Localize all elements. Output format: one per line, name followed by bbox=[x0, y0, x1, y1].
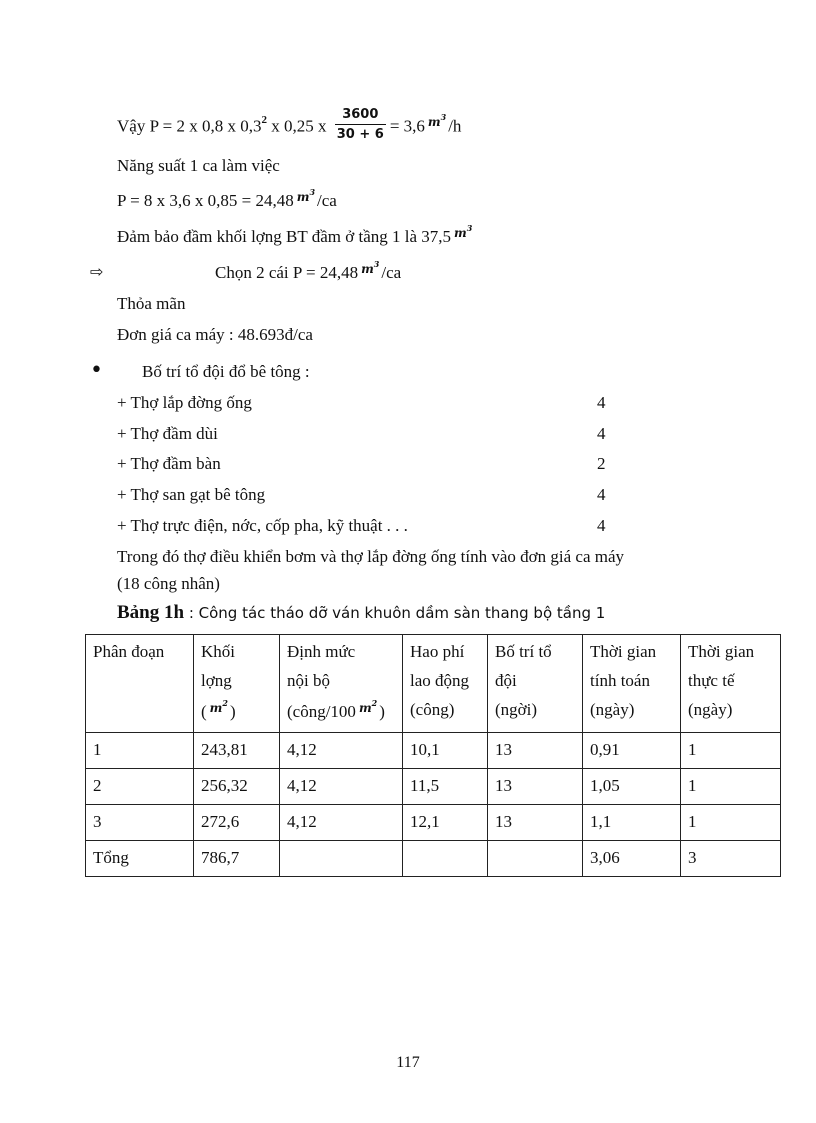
unit-m3: m3 bbox=[296, 187, 316, 204]
crew-item-count: 4 bbox=[597, 393, 606, 412]
crew-item bbox=[117, 516, 408, 536]
unit-m3: m3 bbox=[454, 223, 473, 240]
unit-m2: m2 bbox=[358, 698, 378, 715]
table-cell: 1 bbox=[681, 733, 781, 769]
table-cell: 243,81 bbox=[194, 733, 280, 769]
table-caption-text: : Công tác tháo dỡ ván khuôn dầm sàn thang bộ tầng 1 bbox=[184, 604, 606, 622]
formula-factor: x 0,25 x bbox=[266, 116, 327, 136]
p-shift-formula: P = 8 x 3,6 x 0,85 = 24,48 bbox=[117, 191, 294, 210]
crew-item-count: 2 bbox=[597, 454, 606, 473]
formula-p-line bbox=[117, 107, 462, 145]
table-cell: 1 bbox=[86, 733, 194, 769]
table-cell: 1 bbox=[681, 805, 781, 841]
crew-item-label: + Thợ lắp đờng ống bbox=[117, 393, 252, 412]
crew-item bbox=[117, 424, 218, 444]
table-cell bbox=[403, 841, 488, 877]
table-cell: 272,6 bbox=[194, 805, 280, 841]
header-thoi-gian-tinh-toan: Thời gian tính toán (ngày) bbox=[583, 635, 681, 733]
fraction bbox=[335, 107, 386, 142]
per-shift: /ca bbox=[317, 191, 337, 210]
crew-heading: Bố trí tổ đội đổ bê tông : bbox=[142, 362, 310, 381]
unit-m3: m3 bbox=[361, 259, 380, 276]
table-cell: 3 bbox=[86, 805, 194, 841]
table-row bbox=[86, 733, 781, 769]
table-cell: 1 bbox=[681, 769, 781, 805]
table-cell bbox=[488, 841, 583, 877]
table-caption-title: Bảng 1h bbox=[117, 602, 185, 623]
dam-bao-line bbox=[117, 223, 474, 247]
table-cell: 13 bbox=[488, 805, 583, 841]
dam-bao-text: Đảm bảo đầm khối lợng BT đầm ở tầng 1 là 37,5 bbox=[117, 227, 452, 246]
crew-item bbox=[117, 485, 265, 505]
header-dinh-muc: Định mức nội bộ (công/100 $^{m^2}$ ) bbox=[280, 635, 403, 733]
don-gia-line: Đơn giá ca máy : 48.693đ/ca bbox=[117, 325, 313, 344]
crew-note-line2: (18 công nhân) bbox=[117, 574, 220, 593]
bullet-icon: • bbox=[90, 358, 103, 383]
unit-m2: m2 bbox=[209, 698, 228, 715]
header-bo-tri: Bố trí tổ đội (ngời) bbox=[488, 635, 583, 733]
header-phan-doan: Phân đoạn bbox=[86, 635, 194, 733]
crew-item-label: + Thợ san gạt bê tông bbox=[117, 485, 266, 504]
crew-item-label: + Thợ đầm dùi bbox=[117, 424, 218, 443]
crew-item bbox=[117, 393, 617, 413]
table-cell: 0,91 bbox=[583, 733, 681, 769]
table-cell: 3 bbox=[681, 841, 781, 877]
table-cell: 3,06 bbox=[583, 841, 681, 877]
crew-item bbox=[117, 454, 221, 474]
per-shift: /ca bbox=[381, 263, 402, 282]
table-header-row bbox=[86, 635, 781, 733]
table-cell: 2 bbox=[86, 769, 194, 805]
crew-item-count: 4 bbox=[597, 424, 606, 443]
header-hao-phi: Hao phí lao động (công) bbox=[403, 635, 488, 733]
header-khoi-luong: Khối lợng ( $^{m^2}$ ) bbox=[194, 635, 280, 733]
crew-note-line1: Trong đó thợ điều khiển bơm và thợ lắp đờng ống tính vào đơn giá ca máy bbox=[117, 547, 625, 566]
table-row bbox=[86, 769, 781, 805]
formula-result: = 3,6 bbox=[389, 116, 425, 136]
formula-prefix: Vậy P = 2 x 0,8 x 0,3 bbox=[117, 116, 262, 136]
table-cell: 1,1 bbox=[583, 805, 681, 841]
table-cell: 1,05 bbox=[583, 769, 681, 805]
right-arrow-icon: ⇨ bbox=[90, 262, 104, 281]
table-cell: Tổng bbox=[86, 841, 194, 877]
table-cell: 4,12 bbox=[280, 805, 403, 841]
unit-m3: m3 bbox=[427, 112, 447, 130]
table-cell: 10,1 bbox=[403, 733, 488, 769]
chon-line bbox=[215, 259, 402, 283]
table-cell: 12,1 bbox=[403, 805, 488, 841]
page-number: 117 bbox=[396, 1054, 420, 1071]
table-cell: 256,32 bbox=[194, 769, 280, 805]
thoa-man-line: Thỏa mãn bbox=[117, 294, 186, 313]
exponent: 2 bbox=[261, 113, 267, 126]
data-table bbox=[85, 634, 781, 877]
table-cell: 786,7 bbox=[194, 841, 280, 877]
crew-item-label: + Thợ đầm bàn bbox=[117, 454, 221, 473]
table-cell bbox=[280, 841, 403, 877]
crew-item-count: 4 bbox=[597, 516, 606, 535]
per-hour: /h bbox=[448, 116, 462, 136]
header-thoi-gian-thuc-te: Thời gian thực tế (ngày) bbox=[681, 635, 781, 733]
p-shift-line bbox=[117, 187, 337, 211]
table-cell: 4,12 bbox=[280, 733, 403, 769]
table-cell: 13 bbox=[488, 769, 583, 805]
nang-suat-line: Năng suất 1 ca làm việc bbox=[117, 156, 280, 175]
table-cell: 13 bbox=[488, 733, 583, 769]
crew-item-count: 4 bbox=[597, 485, 606, 504]
table-row bbox=[86, 805, 781, 841]
chon-text: Chọn 2 cái P = 24,48 bbox=[215, 263, 359, 282]
table-cell: 4,12 bbox=[280, 769, 403, 805]
table-row-total bbox=[86, 841, 781, 877]
table-cell: 11,5 bbox=[403, 769, 488, 805]
table-caption bbox=[117, 602, 605, 624]
fraction-numerator: 3600 bbox=[335, 107, 386, 125]
fraction-denominator: 30 + 6 bbox=[336, 127, 384, 142]
crew-item-label: + Thợ trực điện, nớc, cốp pha, kỹ thuật . . . bbox=[117, 516, 408, 535]
